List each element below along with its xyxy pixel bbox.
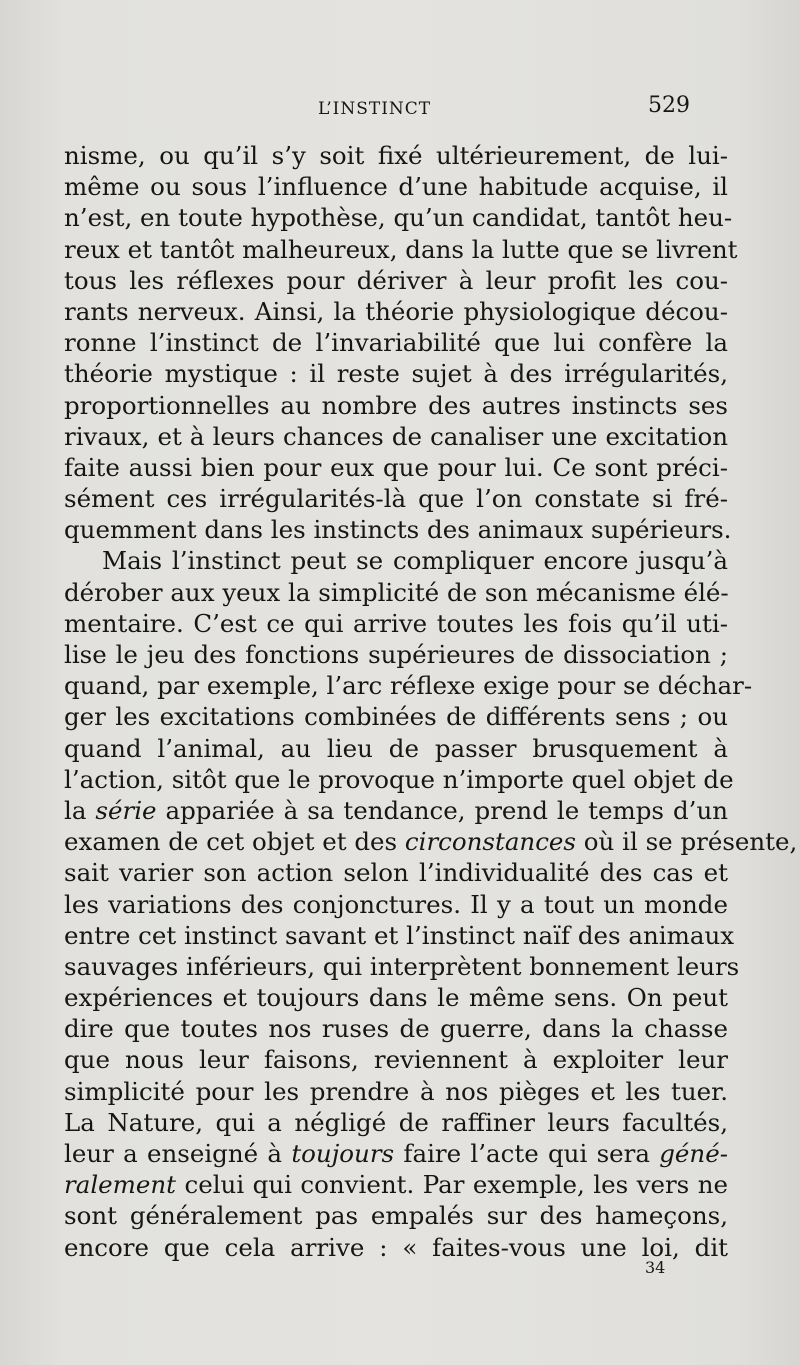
- text-line: quand, par exemple, l’arc réflexe exige pour se déchar-: [64, 671, 753, 701]
- running-head: [0, 93, 800, 123]
- text-line: entre cet instinct savant et l’instinct naïf des animaux: [64, 920, 735, 950]
- text-line: lise le jeu des fonctions supérieures de dissociation ;: [64, 640, 728, 669]
- running-title: L’INSTINCT: [318, 99, 432, 119]
- text-line: tous les réflexes pour dériver à leur profit les cou-: [64, 265, 728, 295]
- text-line: expériences et toujours dans le même sens. On peut: [64, 983, 728, 1013]
- text-line: la série appariée à sa tendance, prend le temps d’un: [64, 795, 729, 825]
- text-line: simplicité pour les prendre à nos pièges et les tuer.: [64, 1076, 728, 1106]
- text-line: même ou sous l’influence d’une habitude acquise, il: [64, 172, 728, 202]
- text-line: ralement celui qui convient. Par exemple, les vers ne: [64, 1170, 728, 1200]
- italic-term: circonstances: [404, 827, 577, 857]
- italic-term: ralement: [64, 1170, 177, 1200]
- text-line: sément ces irrégularités-là que l’on constate si fré-: [64, 484, 728, 514]
- text-line: ger les excitations combinées de différents sens ; ou: [64, 702, 728, 732]
- text-line: examen de cet objet et des circonstances où il se présente,: [64, 827, 798, 857]
- text-line: théorie mystique : il reste sujet à des irrégularités,: [64, 359, 728, 389]
- italic-term: série: [95, 795, 157, 825]
- body-text: [64, 140, 798, 1263]
- text-line: mentaire. C’est ce qui arrive toutes les fois qu’il uti-: [64, 608, 728, 638]
- text-line: dérober aux yeux la simplicité de son mécanisme élé-: [64, 577, 729, 607]
- text-line: n’est, en toute hypothèse, qu’un candidat, tantôt heu-: [64, 203, 733, 233]
- text-line: sont généralement pas empalés sur des hameçons,: [64, 1201, 728, 1231]
- paragraph-start-line: Mais l’instinct peut se compliquer encore jusqu’à: [102, 546, 728, 576]
- signature-mark: 34: [645, 1258, 666, 1277]
- text-line: rants nerveux. Ainsi, la théorie physiologique décou-: [64, 296, 728, 326]
- text-line: l’action, sitôt que le provoque n’importe quel objet de: [64, 764, 734, 794]
- text-line: rivaux, et à leurs chances de canaliser une excitation: [64, 421, 728, 451]
- text-line: encore que cela arrive : « faites-vous une loi, dit: [64, 1232, 728, 1262]
- italic-term: géné-: [659, 1139, 728, 1168]
- text-line: faite aussi bien pour eux que pour lui. Ce sont préci-: [64, 452, 728, 482]
- text-line: que nous leur faisons, reviennent à exploiter leur: [64, 1045, 728, 1075]
- page-number: 529: [648, 93, 690, 118]
- text-line: ronne l’instinct de l’invariabilité que lui confère la: [64, 328, 728, 358]
- text-line: La Nature, qui a négligé de raffiner leurs facultés,: [64, 1107, 728, 1137]
- text-line: leur a enseigné à toujours faire l’acte qui sera géné-: [64, 1139, 728, 1168]
- text-line: quemment dans les instincts des animaux supérieurs.: [64, 515, 732, 545]
- text-line: sait varier son action selon l’individualité des cas et: [64, 858, 728, 888]
- italic-term: toujours: [291, 1139, 395, 1168]
- text-line: sauvages inférieurs, qui interprètent bonnement leurs: [64, 951, 740, 981]
- text-line: reux et tantôt malheureux, dans la lutte que se livrent: [64, 234, 738, 264]
- text-line: quand l’animal, au lieu de passer brusquement à: [64, 733, 728, 763]
- text-line: dire que toutes nos ruses de guerre, dans la chasse: [64, 1014, 728, 1044]
- text-line: proportionnelles au nombre des autres instincts ses: [64, 390, 728, 420]
- text-line: les variations des conjonctures. Il y a tout un monde: [64, 889, 728, 919]
- text-line: nisme, ou qu’il s’y soit fixé ultérieurement, de lui-: [64, 141, 728, 170]
